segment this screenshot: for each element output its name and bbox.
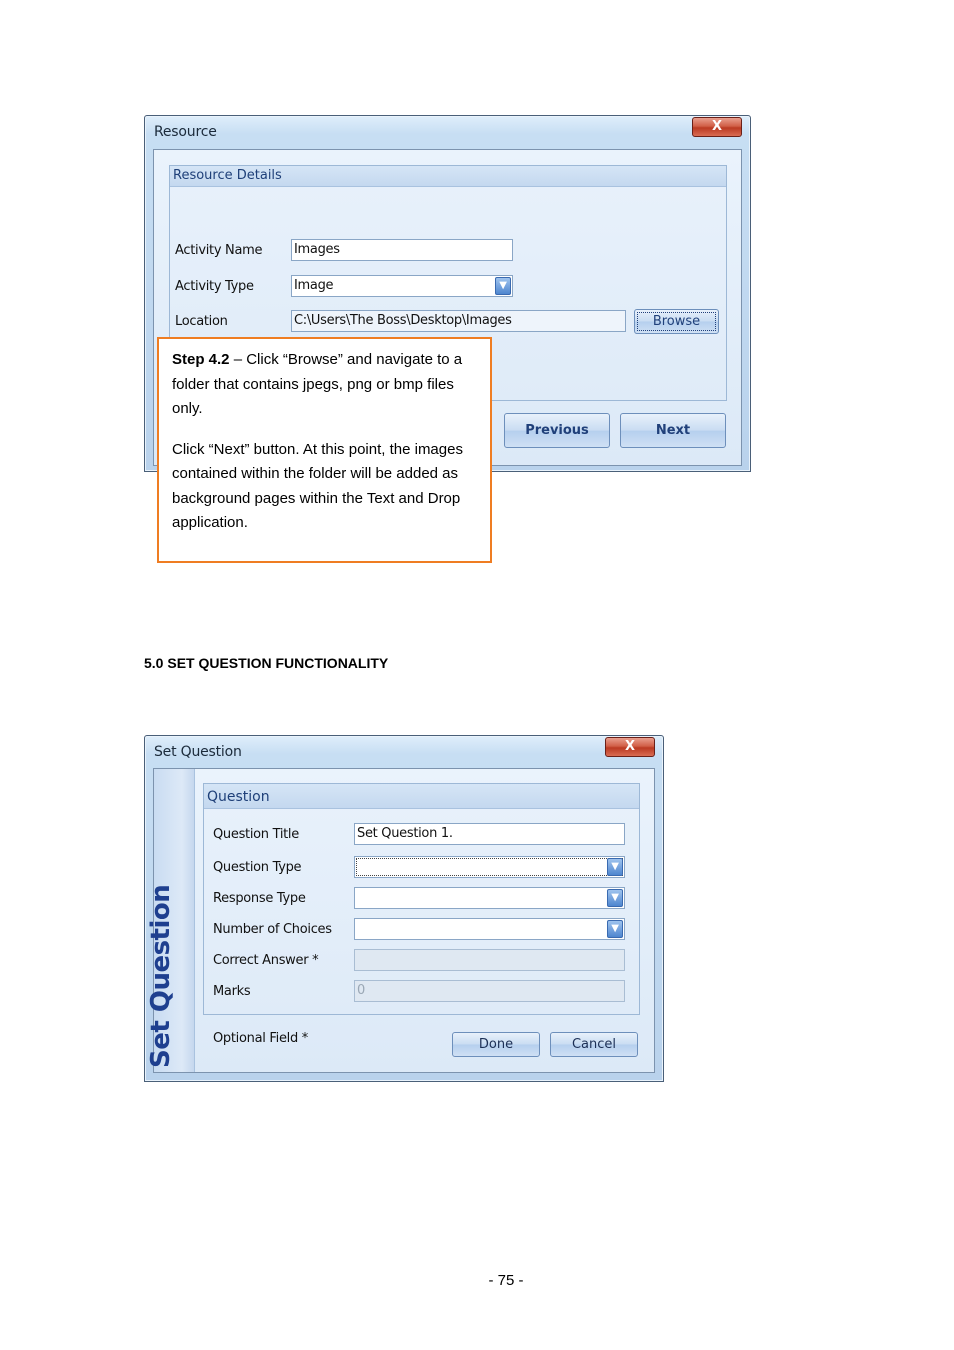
activity-name-label: Activity Name [175, 243, 263, 258]
chevron-down-icon[interactable]: ▼ [607, 889, 623, 907]
question-type-select[interactable] [354, 856, 625, 878]
question-type-label: Question Type [213, 860, 302, 875]
correct-answer-input [354, 949, 625, 971]
question-title-input[interactable]: Set Question 1. [354, 823, 625, 845]
location-input[interactable]: C:\Users\The Boss\Desktop\Images [291, 310, 626, 332]
callout-step-text: – Click “Browse” and navigate to a folder that contains jpegs, png or bmp files only. [172, 351, 463, 417]
step-callout [157, 337, 492, 563]
next-button[interactable]: Next [620, 413, 726, 448]
chevron-down-icon[interactable]: ▼ [607, 920, 623, 938]
close-icon: X [624, 739, 636, 754]
resource-details-header: Resource Details [170, 166, 726, 187]
done-button[interactable]: Done [452, 1032, 540, 1057]
chevron-down-icon[interactable]: ▼ [607, 858, 623, 876]
activity-type-label: Activity Type [175, 279, 254, 294]
number-of-choices-label: Number of Choices [213, 922, 332, 937]
set-question-side-banner [146, 769, 195, 1072]
activity-type-value: Image [294, 278, 334, 293]
chevron-down-icon[interactable]: ▼ [495, 277, 511, 295]
response-type-label: Response Type [213, 891, 306, 906]
resource-dialog-title: Resource [154, 124, 217, 140]
close-icon: X [711, 119, 723, 134]
question-title-label: Question Title [213, 827, 299, 842]
marks-label: Marks [213, 984, 251, 999]
response-type-select[interactable] [354, 887, 625, 909]
set-question-dialog-title: Set Question [154, 744, 242, 760]
callout-next-paragraph: Click “Next” button. At this point, the images contained within the folder will be added as background pages within the Text and Drop application. [172, 440, 463, 531]
callout-step-paragraph [172, 348, 477, 422]
side-banner-label: Set Question [146, 884, 176, 1068]
section-heading: 5.0 SET QUESTION FUNCTIONALITY [144, 655, 389, 671]
optional-field-label: Optional Field * [213, 1031, 308, 1046]
location-label: Location [175, 314, 228, 329]
callout-step-label: Step 4.2 [172, 351, 230, 368]
browse-button[interactable]: Browse [634, 309, 719, 334]
activity-name-input[interactable]: Images [291, 239, 513, 261]
activity-type-select[interactable] [291, 275, 513, 297]
cancel-button[interactable]: Cancel [550, 1032, 638, 1057]
previous-button[interactable]: Previous [504, 413, 610, 448]
set-question-close-button[interactable] [605, 737, 655, 757]
correct-answer-label: Correct Answer * [213, 953, 319, 968]
resource-close-button[interactable] [692, 117, 742, 137]
marks-input: 0 [354, 980, 625, 1002]
question-group-header: Question [204, 784, 639, 809]
page-number: - 75 - [488, 1272, 524, 1289]
number-of-choices-select[interactable] [354, 918, 625, 940]
